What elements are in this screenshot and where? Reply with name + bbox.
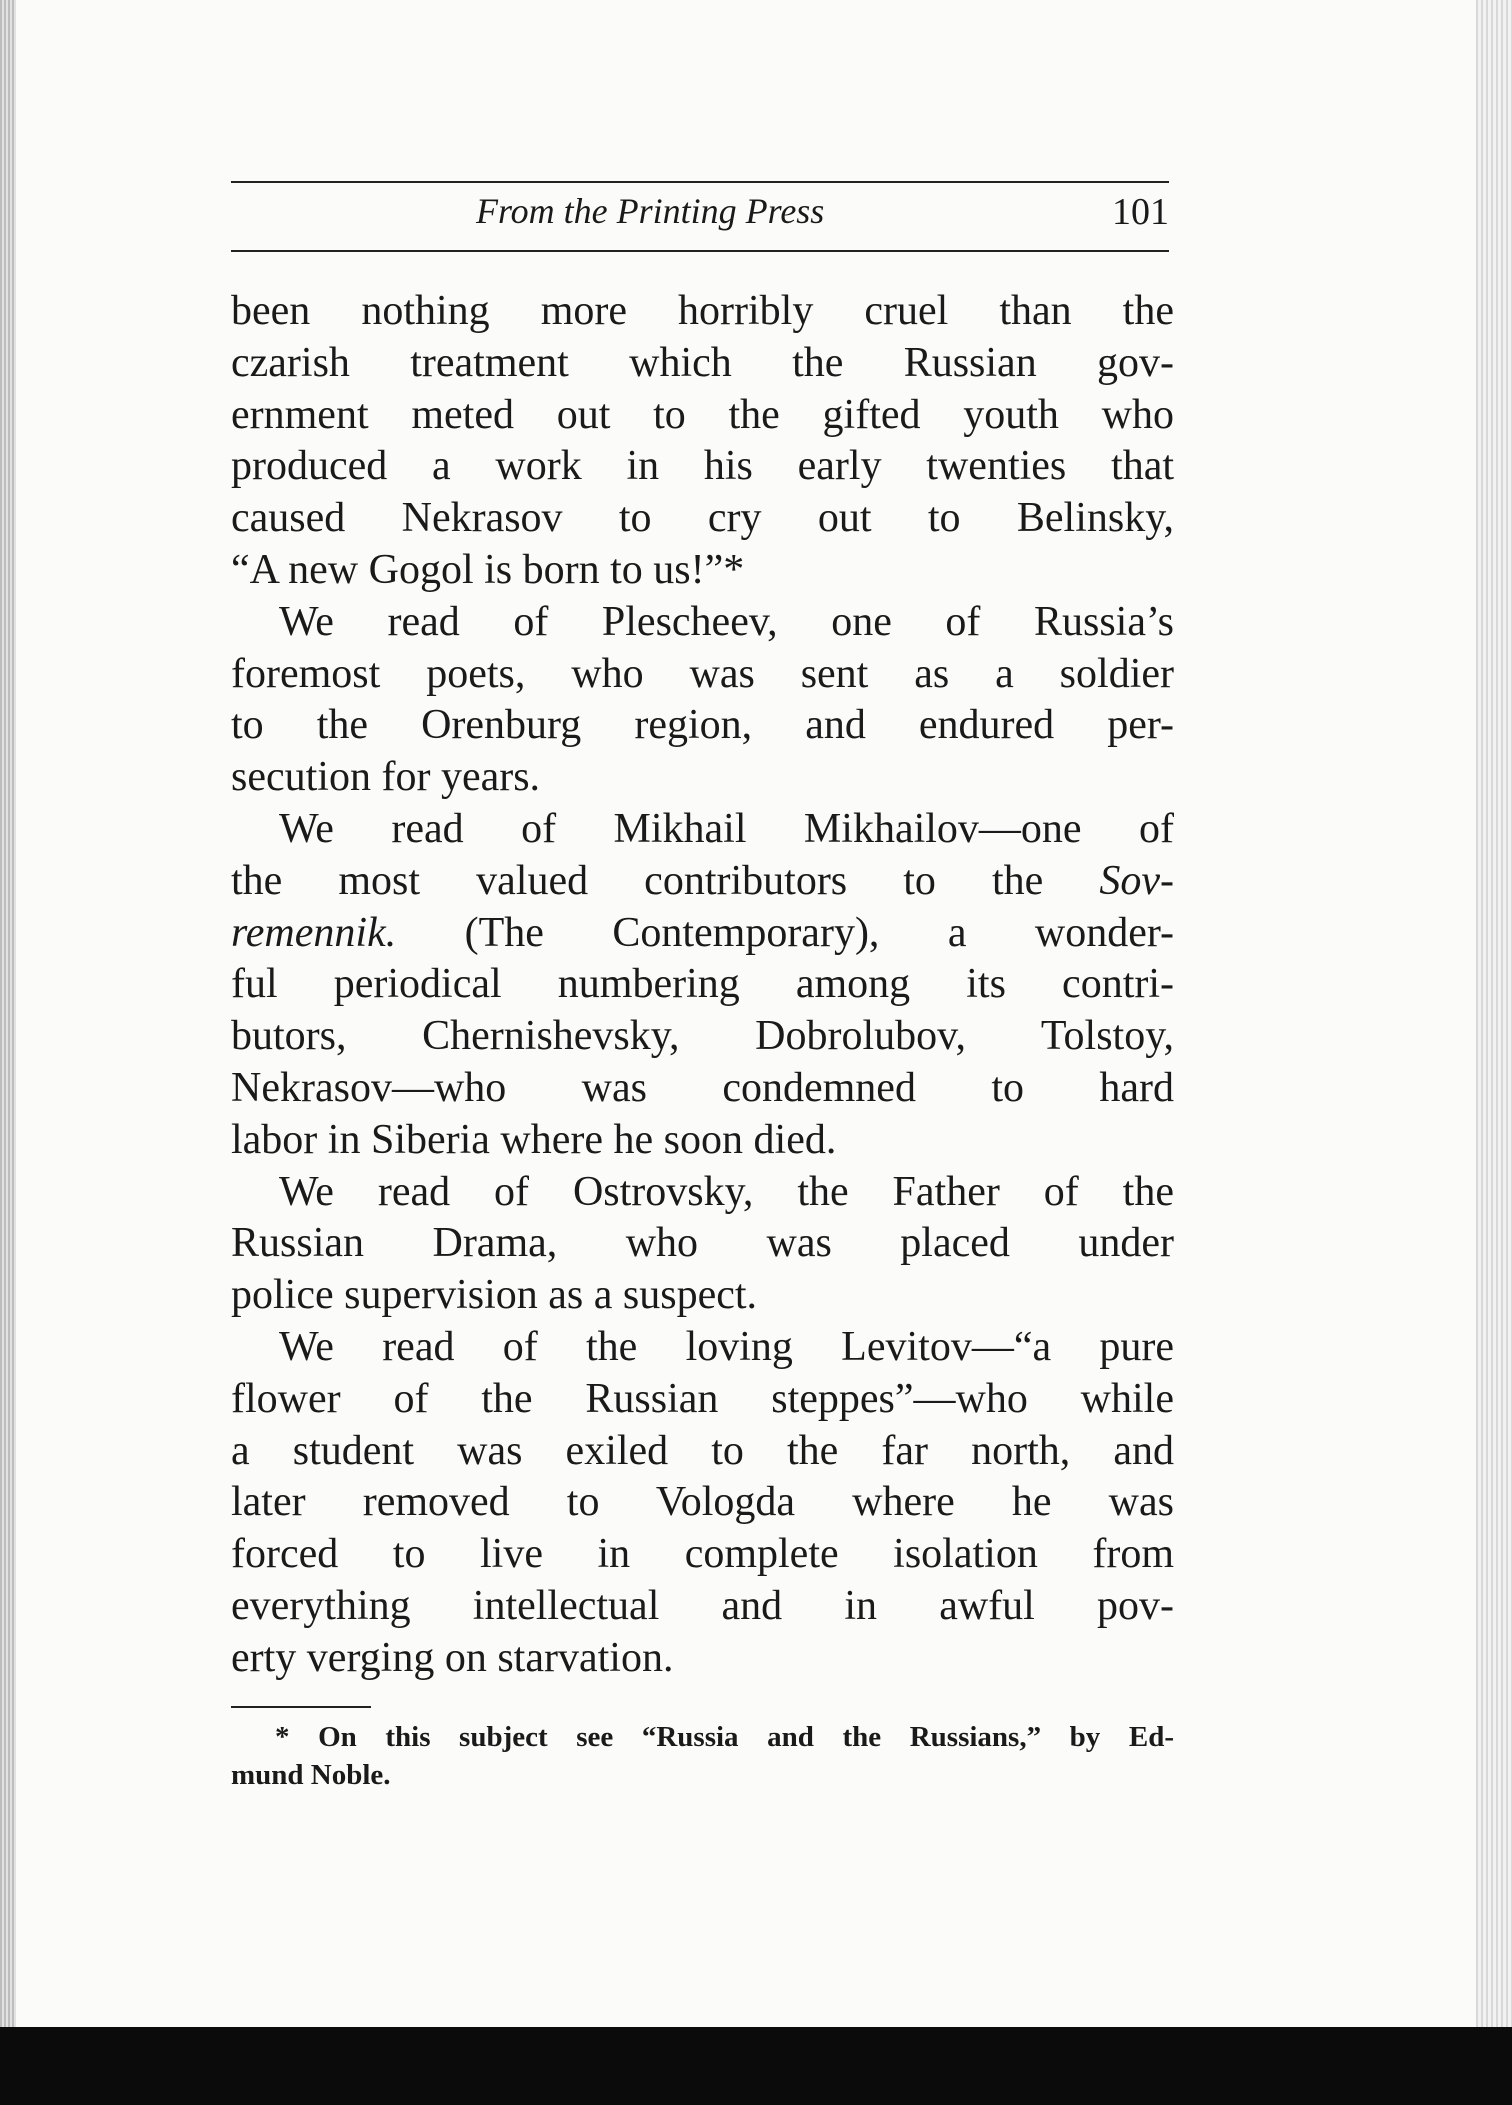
text-line: ful periodical numbering among its contri- [231, 961, 1174, 1008]
running-title: From the Printing Press [476, 191, 825, 231]
body-text [231, 286, 1174, 1685]
text-line: ernment meted out to the gifted youth who [231, 391, 1174, 438]
text-line: forced to live in complete isolation from [231, 1531, 1174, 1578]
text-line: foremost poets, who was sent as a soldier [231, 650, 1174, 697]
text-line: erty verging on starvation. [231, 1634, 674, 1681]
text-line: We read of Mikhail Mikhailov—one of [279, 805, 1174, 852]
text-line: labor in Siberia where he soon died. [231, 1116, 837, 1163]
page-number: 101 [1112, 191, 1169, 233]
scan-bottom-border [0, 2027, 1512, 2105]
footnote [231, 1718, 1174, 1794]
text-line: everything intellectual and in awful pov- [231, 1582, 1174, 1629]
text-line: mund Noble. [231, 1759, 391, 1791]
text-line: We read of Ostrovsky, the Father of the [279, 1168, 1174, 1215]
text-line: the most valued contributors to the Sov- [231, 857, 1174, 904]
text-line: to the Orenburg region, and endured per- [231, 702, 1174, 749]
text-line: police supervision as a suspect. [231, 1272, 758, 1319]
header-rule-top [231, 181, 1169, 183]
running-header [231, 190, 1169, 240]
text-line: We read of the loving Levitov—“a pure [279, 1323, 1174, 1370]
scan-page-edge-right [1476, 0, 1512, 2030]
scan-page-edge-left [0, 0, 16, 2030]
text-line: We read of Plescheev, one of Russia’s [279, 598, 1174, 645]
text-line: later removed to Vologda where he was [231, 1479, 1174, 1526]
text-line: a student was exiled to the far north, and [231, 1427, 1174, 1474]
text-line: caused Nekrasov to cry out to Belinsky, [231, 495, 1174, 542]
text-line: butors, Chernishevsky, Dobrolubov, Tolstoy, [231, 1013, 1174, 1060]
text-line: * On this subject see “Russia and the Russians,” by Ed- [275, 1721, 1174, 1753]
text-line: secution for years. [231, 754, 541, 801]
text-line: produced a work in his early twenties that [231, 443, 1174, 490]
text-line: Nekrasov—who was condemned to hard [231, 1064, 1174, 1111]
text-line: czarish treatment which the Russian gov- [231, 339, 1174, 386]
text-line: flower of the Russian steppes”—who while [231, 1375, 1174, 1422]
text-line: remennik. (The Contemporary), a wonder- [231, 909, 1174, 956]
text-line: “A new Gogol is born to us!”* [231, 546, 745, 593]
header-rule-bottom [231, 250, 1169, 252]
text-line: Russian Drama, who was placed under [231, 1220, 1174, 1267]
text-line: been nothing more horribly cruel than the [231, 288, 1174, 334]
footnote-rule [231, 1706, 371, 1708]
